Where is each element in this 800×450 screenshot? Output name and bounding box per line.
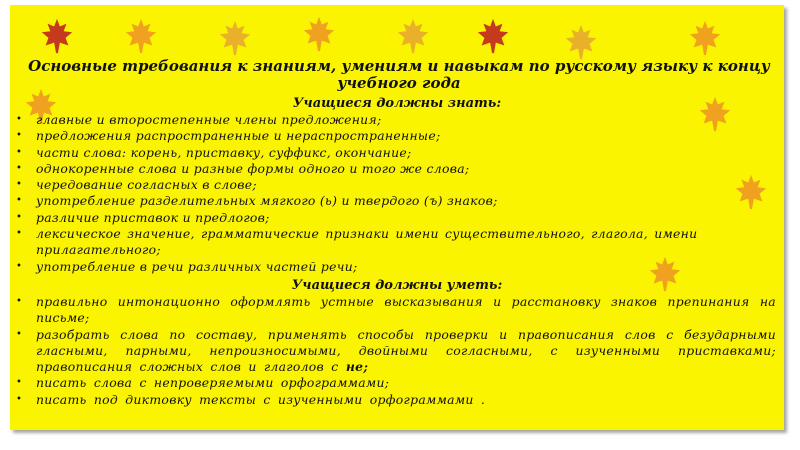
list-item: • употребление разделительных мягкого (ь) и твердого (ъ) знаков; <box>16 193 498 209</box>
list-item: • однокоренные слова и разные формы одного и того же слова; <box>16 160 470 176</box>
bullet-icon: • <box>16 130 23 142</box>
list-item: • разобрать слова по составу, применять способы проверки и правописания слов с безударными гласными, парными, непроизносимыми, двойными согласными, с изученными приставками; правописания сложных слов и глаголов с не; <box>16 326 776 375</box>
maple-leaf-icon <box>216 19 254 57</box>
know-heading: Учащиеся должны знать: <box>292 96 502 111</box>
bullet-icon: • <box>16 296 23 307</box>
list-item: • лексическое значение, грамматические признаки имени существительного, глагола, имени прилагательного; <box>16 226 698 258</box>
list-item: • части слова: корень, приставку, суффикс, окончание; <box>16 144 412 160</box>
list-item: • правильно интонационно оформлять устные высказывания и расстановку знаков препинания на письме; <box>16 294 776 326</box>
maple-leaf-red-icon <box>474 17 512 55</box>
maple-leaf-icon <box>122 17 160 55</box>
bullet-icon: • <box>16 211 23 223</box>
list-item: • писать под диктовку тексты с изученными орфограммами . <box>16 391 486 407</box>
bullet-icon: • <box>16 179 23 191</box>
bullet-icon: • <box>16 162 23 174</box>
maple-leaf-icon <box>686 19 724 57</box>
maple-leaf-red-icon <box>38 17 76 55</box>
maple-leaf-icon <box>300 15 338 53</box>
know-list <box>14 112 776 275</box>
bullet-icon: • <box>16 393 23 405</box>
skills-heading: Учащиеся должны уметь: <box>291 278 503 293</box>
maple-leaf-icon <box>562 23 600 61</box>
bullet-icon: • <box>16 146 23 158</box>
page-title: Основные требования к знаниям, умениям и навыкам по русскому языку к концу учебного года <box>28 57 770 92</box>
list-item: • чередование согласных в слове; <box>16 177 257 193</box>
bullet-icon: • <box>16 328 23 340</box>
list-item: • предложения распространенные и нераспространенные; <box>16 128 441 144</box>
bullet-icon: • <box>16 377 23 389</box>
list-item: • главные и второстепенные члены предложения; <box>16 112 382 127</box>
maple-leaf-icon <box>394 17 432 55</box>
bullet-icon: • <box>16 228 23 240</box>
slide-card <box>10 5 784 430</box>
bold-tail: не; <box>345 359 369 375</box>
list-item: • употребление в речи различных частей речи; <box>16 258 358 274</box>
list-item: • различие приставок и предлогов; <box>16 209 270 225</box>
bullet-icon: • <box>16 260 23 272</box>
list-item: • писать слова с непроверяемыми орфограммами; <box>16 375 390 391</box>
bullet-icon: • <box>16 114 23 125</box>
skills-list <box>14 294 776 408</box>
bullet-icon: • <box>16 195 23 207</box>
